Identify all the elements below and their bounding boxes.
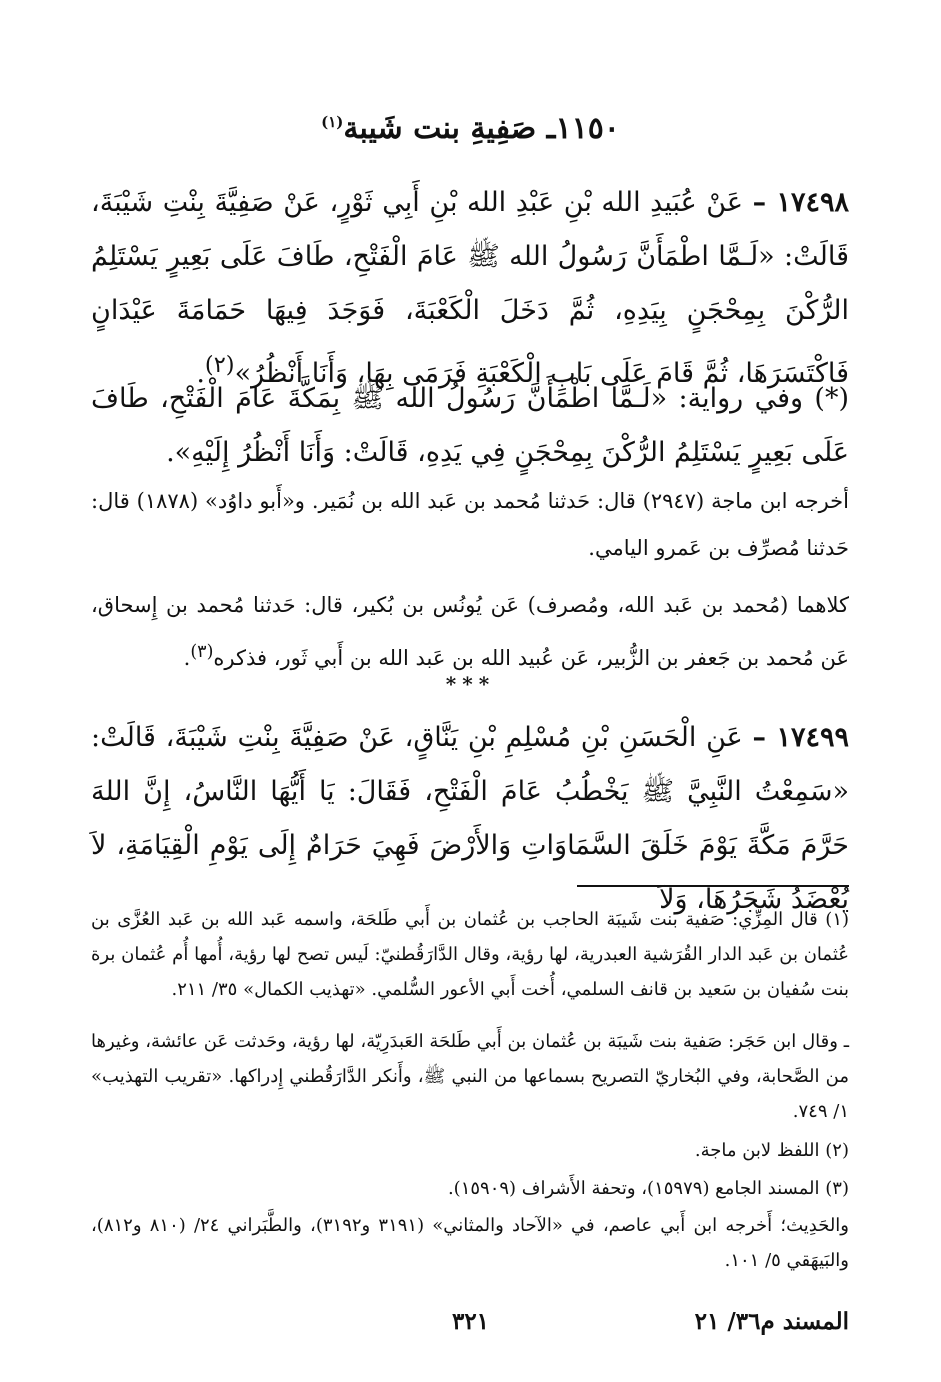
footnote-2: (٢) اللفظ لابن ماجة. xyxy=(694,1140,849,1161)
footnote-1-continued: ـ وقال ابن حَجَر: صَفية بنت شَيبَة بن عُثمان بن أَبي طَلحَة العَبدَرِيّة، لها رؤية، وحَدثت عَن عائشة، وغيرها من الصَّحابة، وفي البُخاريّ التصريح بسماعها من النبي ﷺ، وأَنكر الدَّارَقُطني إِدراكها. «تقريب التهذيب» ١/ ٧٤٩. xyxy=(91,1031,850,1122)
chapter-title-text: ١١٥٠ـ صَفِيةِ بنت شَيبة xyxy=(343,111,620,146)
hadith-17499 xyxy=(91,711,849,927)
riwaya-paragraph: (*) وفي رواية: «لَـمَّا اطْمَأَنَّ رَسُولُ الله ﷺ بِمَكَّةَ عَامَ الْفَتْحِ، طَافَ عَلَى بَعِيرٍ يَسْتَلِمُ الرُّكْنَ بِمِحْجَنٍ فِي يَدِهِ، قَالَتْ: وَأَنَا أَنْظُرُ إِلَيْهِ». xyxy=(91,383,849,468)
hadith-text: عَنِ الْحَسَنِ بْنِ مُسْلِمِ بْنِ يَنَّاقٍ، عَنْ صَفِيَّةَ بِنْتِ شَيْبَةَ، قَالَتْ: «سَمِعْتُ النَّبِيَّ ﷺ يَخْطُبُ عَامَ الْفَتْحِ، فَقَالَ: يَا أَيُّهَا النَّاسُ، إِنَّ اللهَ حَرَّمَ مَكَّةَ يَوْمَ خَلَقَ السَّمَاوَاتِ وَالأَرْضَ فَهِيَ حَرَامٌ إِلَى يَوْمِ الْقِيَامَةِ، لاَ يُعْضَدُ شَجَرُهَا، وَلاَ xyxy=(91,722,849,915)
takhrij-paragraph-1: أخرجه ابن ماجة (٢٩٤٧) قال: حَدثنا مُحمد بن عَبد الله بن نُمَير. و«أَبو داوُد» (١٨٧٨) قال: حَدثنا مُصرِّف بن عَمرو اليامي. xyxy=(91,489,849,560)
hadith-17498 xyxy=(91,176,849,401)
footnote-3-continued: والحَدِيث؛ أَخرجه ابن أَبي عاصم، في «الآحاد والمثاني» (٣١٩١ و٣١٩٢)، والطَّبَراني ٢٤/ (٨١٠ و٨١٢)، والبَيهَقي ٥/ ١٠١. xyxy=(91,1215,850,1271)
hadith-end: . xyxy=(196,358,205,389)
chapter-title-footnote-ref: (١) xyxy=(321,113,344,131)
chapter-title xyxy=(0,100,941,151)
footnote-divider xyxy=(577,885,849,887)
takhrij-text: كلاهما (مُحمد بن عَبد الله، ومُصرف) عَن يُونُس بن بُكير، قال: حَدثنا مُحمد بن إِسحاق، عَن مُحمد بن جَعفر بن الزُّبير، عَن عُبيد الله بن عَبد الله بن أَبي ثَور، فذكره xyxy=(91,593,849,670)
hadith-footnote-ref: (٢) xyxy=(204,352,235,378)
page-number: ٣٢١ xyxy=(451,1308,490,1335)
volume-reference: المسند م٣٦/ ٢١ xyxy=(694,1308,849,1335)
hadith-text: عَنْ عُبَيدِ الله بْنِ عَبْدِ الله بْنِ أَبِي ثَوْرٍ، عَنْ صَفِيَّةَ بِنْتِ شَيْبَةَ، قَالَتْ: «لَـمَّا اطْمَأَنَّ رَسُولُ الله ﷺ عَامَ الْفَتْحِ، طَافَ عَلَى بَعِيرٍ يَسْتَلِمُ الرُّكْنَ بِمِحْجَنٍ بِيَدِهِ، ثُمَّ دَخَلَ الْكَعْبَةَ، فَوَجَدَ فِيهَا حَمَامَةَ عَيْدَانٍ فَاكْتَسَرَهَا، ثُمَّ قَامَ عَلَى بَابِ الْكَعْبَةِ فَرَمَى بِهَا، وَأَنَا أَنْظُرُ» xyxy=(91,187,849,389)
section-separator: *** xyxy=(445,672,496,696)
takhrij-end: . xyxy=(183,646,191,670)
takhrij-footnote-ref: (٣) xyxy=(190,642,214,662)
hadith-number: ١٧٤٩٩ – xyxy=(752,722,849,753)
takhrij-paragraph-2 xyxy=(91,582,849,682)
footnote-1: (١) قال المِزِّي: صَفية بنت شَيبَة الحاجب بن عُثمان بن أَبي طَلحَة، واسمه عَبد الله بن عَبد العُزَّى بن عُثمان بن عَبد الدار القُرَشية العبدرية، لها رؤية، وقال الدَّارَقُطنيّ: لَيس تصح لها رؤية، أُمها أُم عُثمان برة بنت سُفيان بن سَعيد بن قانف السلمي، أُخت أَبي الأعور السُّلمي. «تهذيب الكمال» ٣٥/ ٢١١. xyxy=(91,909,850,1000)
footnote-3: (٣) المسند الجامع (١٥٩٧٩)، وتحفة الأَشراف (١٥٩٠٩). xyxy=(447,1178,849,1199)
hadith-number: ١٧٤٩٨ – xyxy=(752,187,849,218)
